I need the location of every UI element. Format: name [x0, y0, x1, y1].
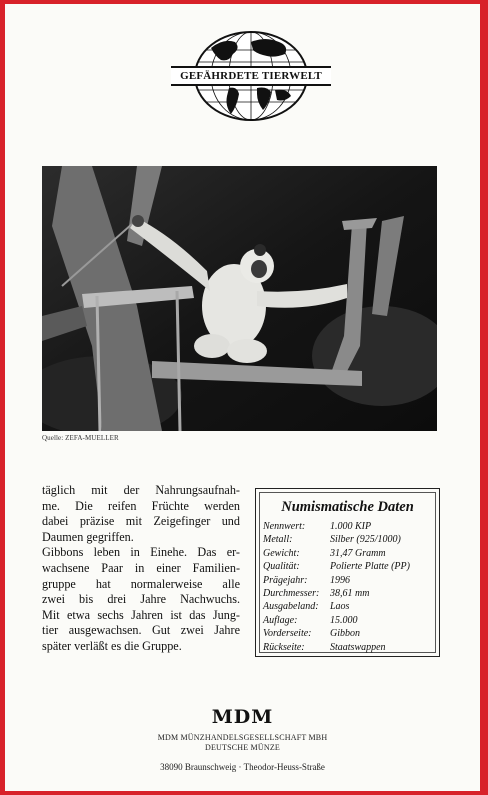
body-line: später verläßt es die Gruppe. [42, 638, 182, 653]
company-name [5, 733, 480, 753]
data-key: Ausgabeland: [263, 601, 319, 613]
gibbon-photo [42, 166, 437, 431]
data-value: Staatswappen [330, 641, 386, 653]
body-text [42, 483, 240, 655]
body-line: Gibbons leben in Einehe. Das er- [42, 545, 240, 560]
data-row [263, 561, 435, 574]
data-value: Gibbon [330, 628, 360, 640]
data-row [263, 575, 435, 588]
data-row [263, 601, 435, 614]
company-address: 38090 Braunschweig · Theodor-Heuss-Straße [160, 762, 325, 772]
data-row [263, 521, 435, 534]
data-row [263, 588, 435, 601]
data-key: Auflage: [263, 614, 298, 626]
logo [171, 28, 331, 124]
company-line-2: DEUTSCHE MÜNZE [204, 743, 281, 752]
brand-logo: MDM [211, 706, 274, 728]
data-value: 31,47 Gramm [330, 547, 386, 559]
data-value: 15.000 [330, 614, 358, 626]
data-value: 38,61 mm [330, 587, 370, 599]
data-key: Rückseite: [263, 641, 305, 653]
data-key: Vorderseite: [263, 628, 312, 640]
body-line: tier ausgewachsen. Gut zwei Jahre [42, 623, 240, 638]
photo-credit: Quelle: ZEFA-MUELLER [42, 434, 119, 442]
data-row [263, 548, 435, 561]
data-key: Qualität: [263, 561, 300, 573]
numismatic-data-box [255, 488, 440, 657]
data-key: Gewicht: [263, 547, 300, 559]
body-line: gruppe hat normalerweise alle [42, 576, 240, 591]
data-row [263, 642, 435, 655]
numismatic-rows [263, 521, 435, 655]
data-key: Metall: [263, 534, 293, 546]
body-line: täglich mit der Nahrungsaufnah- [42, 483, 240, 497]
data-key: Durchmesser: [263, 587, 320, 599]
data-row [263, 534, 435, 547]
data-value: 1.000 KIP [330, 521, 372, 532]
numismatic-title: Numismatische Daten [281, 499, 414, 515]
logo-banner-text: GEFÄHRDETE TIERWELT [171, 66, 331, 86]
body-line: me. Die reifen Früchte werden [42, 498, 240, 513]
body-line: Mit etwa sechs Jahren ist das Jung- [42, 607, 240, 622]
body-line: zwei bis drei Jahre Nachwuchs. [42, 592, 240, 607]
body-line: dabei präzise mit Zeigefinger und [42, 514, 240, 529]
data-value: Silber (925/1000) [330, 534, 401, 546]
body-line: wachsene Paar in einer Familien- [42, 560, 240, 575]
body-line: Daumen gegriffen. [42, 529, 134, 544]
data-key: Nennwert: [263, 521, 306, 532]
data-value: Laos [330, 601, 350, 613]
document-sheet [5, 4, 480, 791]
data-value: Polierte Platte (PP) [330, 561, 410, 573]
data-row [263, 628, 435, 641]
data-value: 1996 [330, 574, 350, 586]
company-line-1: MDM MÜNZHANDELSGESELLSCHAFT MBH [157, 733, 328, 742]
data-row [263, 615, 435, 628]
data-key: Prägejahr: [263, 574, 308, 586]
